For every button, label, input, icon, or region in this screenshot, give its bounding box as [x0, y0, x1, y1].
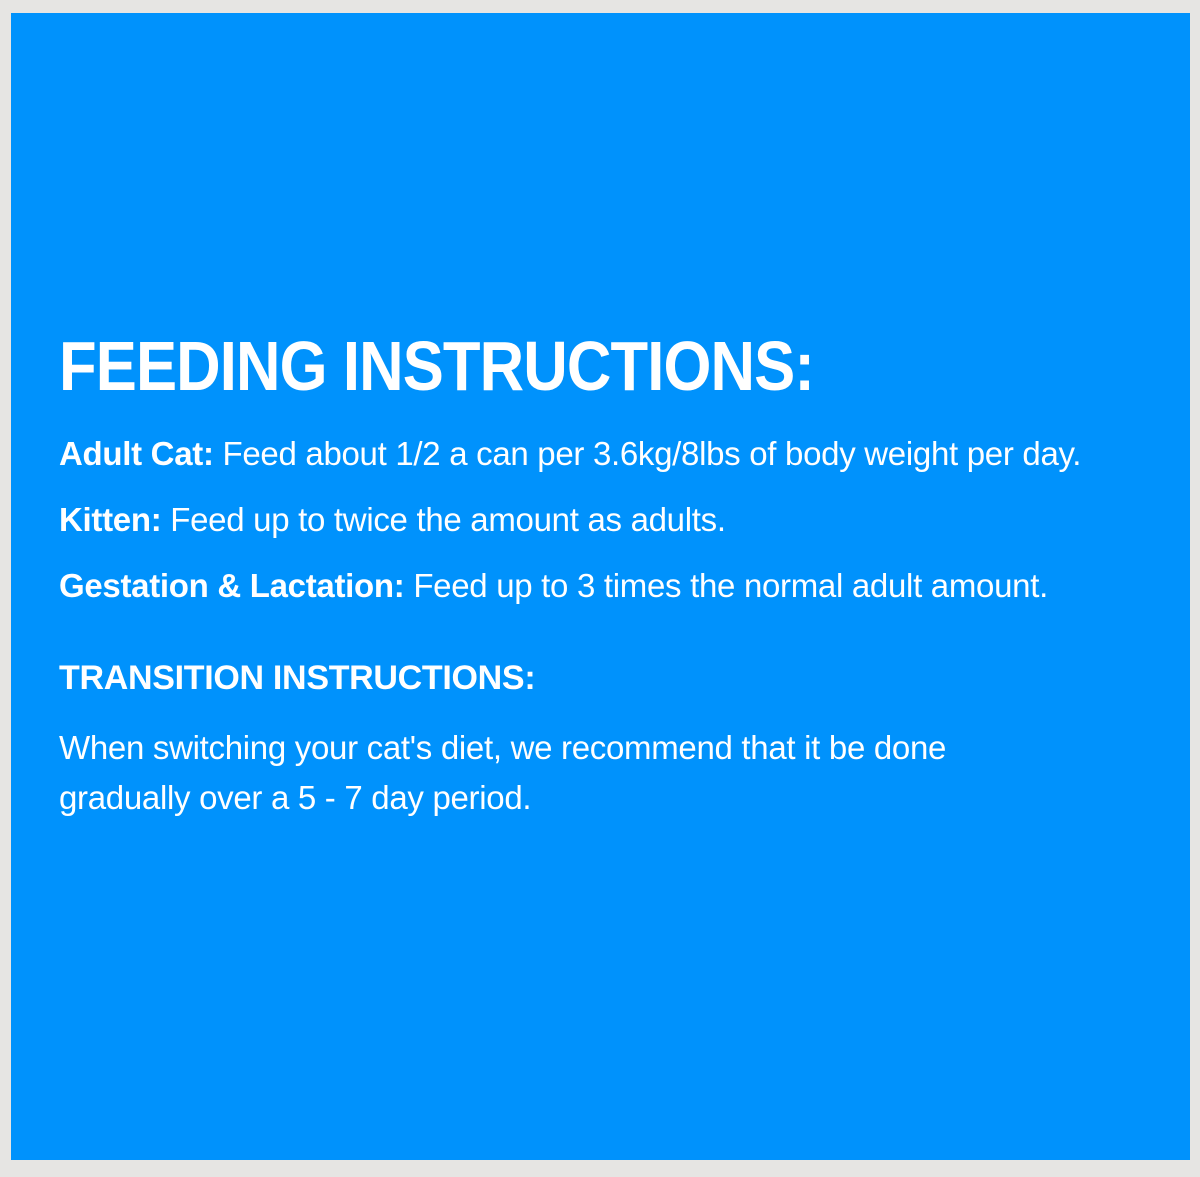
gestation-lactation-label: Gestation & Lactation:	[59, 567, 405, 604]
feeding-line-adult-cat	[59, 437, 1156, 470]
feeding-line-gestation-lactation	[59, 569, 1156, 602]
gestation-lactation-text: Feed up to 3 times the normal adult amount.	[413, 567, 1048, 604]
transition-body-line-2: gradually over a 5 - 7 day period.	[59, 779, 532, 817]
feeding-instructions-panel	[11, 13, 1190, 1160]
adult-cat-text: Feed about 1/2 a can per 3.6kg/8lbs of body weight per day.	[222, 435, 1082, 472]
adult-cat-label: Adult Cat:	[59, 435, 214, 472]
transition-instructions-body	[59, 723, 1156, 823]
kitten-text: Feed up to twice the amount as adults.	[170, 501, 726, 538]
transition-instructions-title: TRANSITION INSTRUCTIONS:	[59, 659, 536, 697]
transition-body-line-1: When switching your cat's diet, we recommend that it be done	[59, 729, 947, 767]
kitten-label: Kitten:	[59, 501, 162, 538]
feeding-instructions-title: FEEDING INSTRUCTIONS:	[59, 327, 814, 405]
feeding-line-kitten	[59, 503, 1156, 536]
